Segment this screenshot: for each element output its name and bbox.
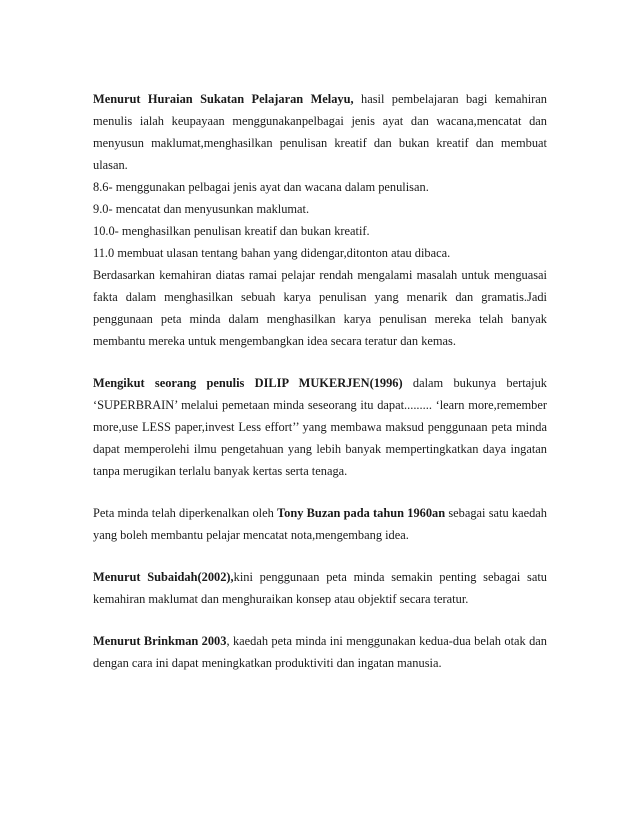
- paragraph-tony-buzan: [93, 502, 547, 546]
- paragraph-text: kini penggunaan peta minda semakin penting sebagai satu kemahiran maklumat dan menghuraikan konsep atau objektif secara teratur.: [93, 570, 547, 606]
- paragraph-text: Peta minda telah diperkenalkan oleh: [93, 506, 278, 520]
- paragraph-text: dalam bukunya bertajuk ‘SUPERBRAIN’ melalui pemetaan minda seseorang itu dapat......... ‘learn more,remember more,use LESS paper,invest Less effort’’ yang membawa maksud penggunaan peta minda dapat memperolehi ilmu pengetahuan yang lebih banyak mempertingkatkan daya ingatan tanpa merugikan terlalu banyak kertas serta tenaga.: [93, 376, 547, 478]
- paragraph-huraian-sukatan: [93, 88, 547, 176]
- bold-lead-text: Menurut Subaidah(2002),: [93, 570, 234, 584]
- paragraph-text: , kaedah peta minda ini menggunakan kedua-dua belah otak dan dengan cara ini dapat meningkatkan produktiviti dan ingatan manusia.: [93, 634, 547, 670]
- bold-lead-text: Mengikut seorang penulis DILIP MUKERJEN(1996): [93, 376, 403, 390]
- list-item: 10.0- menghasilkan penulisan kreatif dan bukan kreatif.: [93, 224, 370, 238]
- paragraph-berdasarkan: Berdasarkan kemahiran diatas ramai pelajar rendah mengalami masalah untuk menguasai fakta dalam menghasilkan sebuah karya penulisan yang menarik dan gramatis.Jadi penggunaan peta minda dalam menghasilkan karya penulisan mereka telah banyak membantu mereka untuk mengembangkan idea secara teratur dan kemas.: [93, 268, 547, 348]
- list-item: 11.0 membuat ulasan tentang bahan yang didengar,ditonton atau dibaca.: [93, 246, 451, 260]
- learning-outcome-list: [93, 176, 547, 264]
- list-item: 9.0- mencatat dan menyusunkan maklumat.: [93, 202, 310, 216]
- paragraph-brinkman: [93, 630, 547, 674]
- paragraph-text: sebagai satu kaedah yang boleh membantu pelajar mencatat nota,mengembang idea.: [93, 506, 547, 542]
- bold-lead-text: Menurut Huraian Sukatan Pelajaran Melayu,: [93, 92, 354, 106]
- bold-inline-text: Tony Buzan pada tahun 1960an: [277, 506, 446, 520]
- paragraph-text: hasil pembelajaran bagi kemahiran menulis ialah keupayaan menggunakanpelbagai jenis ayat dan wacana,mencatat dan menyusun maklumat,menghasilkan penulisan kreatif dan bukan kreatif dan membuat ulasan.: [93, 92, 547, 172]
- bold-lead-text: Menurut Brinkman 2003: [93, 634, 227, 648]
- list-item: 8.6- menggunakan pelbagai jenis ayat dan wacana dalam penulisan.: [93, 180, 429, 194]
- document-body: [93, 88, 547, 674]
- paragraph-dilip-mukerjen: [93, 372, 547, 482]
- paragraph-subaidah: [93, 566, 547, 610]
